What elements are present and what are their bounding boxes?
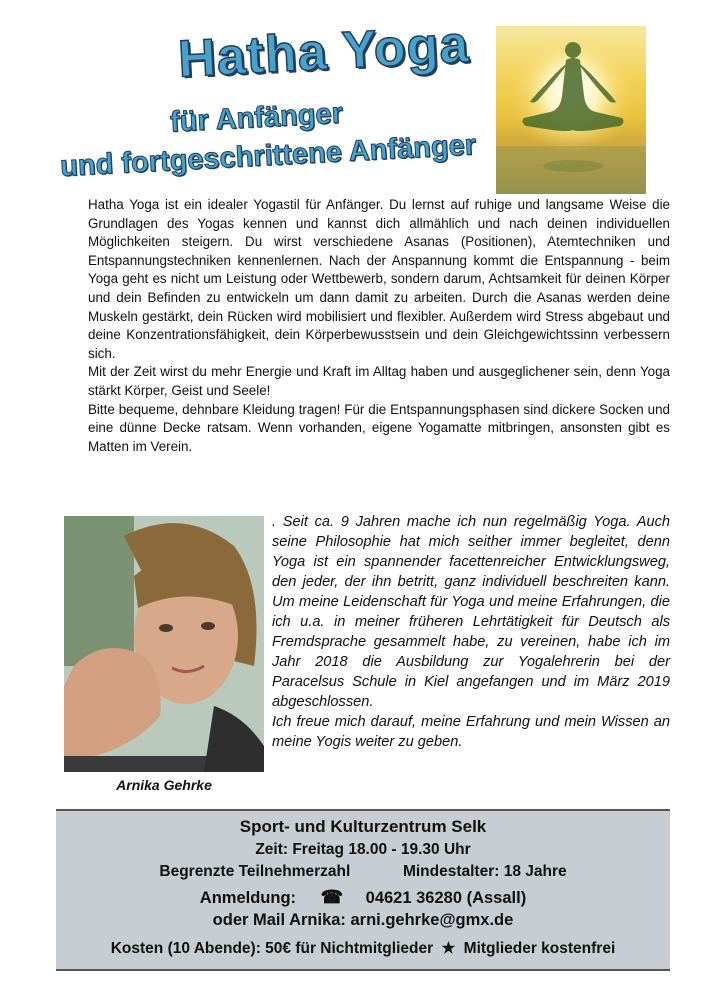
instructor-caption: Arnika Gehrke [116,777,212,793]
registration-row [56,887,670,908]
course-time: Zeit: Freitag 18.00 - 19.30 Uhr [255,841,471,858]
instructor-portrait [64,516,264,772]
bio-paragraph-2: Ich freue mich darauf, meine Erfahrung und mein Wissen an meine Yogis weiter zu geben. [272,714,670,750]
limited-participants: Begrenzte Teilnehmerzahl [159,863,351,880]
divider-bottom [56,969,670,971]
yoga-meditation-photo [496,26,646,194]
subtitle-line-1: für Anfänger [169,97,344,139]
portrait-photo-icon [64,516,264,772]
intro-paragraph-1: Hatha Yoga ist ein idealer Yogastil für Anfänger. Du lernst auf ruhige und langsame Weise die Grundlagen des Yogas kennen und kannst dich allmählich und nach deinen individuellen Möglichkeiten steigern. Du wirst verschiedene Asanas (Positionen), Atemtechniken und Entspannungstechniken kennenlernen. Nach der Anspannung kommt die Entspannung - beim Yoga geht es nicht um Leistung oder Wettbewerb, sondern darum, Achtsamkeit für deinen Körper und dein Befinden zu entwickeln um dann damit zu arbeiten. Durch die Asanas werden deine Muskeln gestärkt, dein Rücken wird mobilisiert und flexibler. Außerdem wird Stress abgebaut und deine Konzentrationsfähigkeit, dein Körperbewusstsein und dein Gleichgewichtssinn verbessern sich. [88,197,670,361]
meditation-silhouette-icon [496,26,646,194]
title-block [59,15,500,190]
registration-phone[interactable]: 04621 36280 (Assall) [365,889,527,907]
registration-mail[interactable]: oder Mail Arnika: arni.gehrke@gmx.de [212,911,514,929]
subtitle-line-2: und fortgeschrittene Anfänger [59,129,477,183]
intro-paragraph-3: Bitte bequeme, dehnbare Kleidung tragen! Für die Entspannungsphasen sind dickere Socken und eine dünne Decke ratsam. Wenn vorhanden, eigene Yogamatte mitbringen, ansonsten gibt es Matten im Verein. [88,401,670,454]
registration-label: Anmeldung: [199,889,297,907]
intro-paragraph-2: Mit der Zeit wirst du mehr Energie und Kraft im Alltag haben und ausgeglichener sein, denn Yoga stärkt Körper, Geist und Seele! [88,364,670,398]
page-title: Hatha Yoga [176,15,471,89]
star-icon: ★ [441,940,456,957]
intro-text [88,196,670,456]
minimum-age: Mindestalter: 18 Jahre [402,863,567,880]
cost-nonmembers: Kosten (10 Abende): 50€ für Nichtmitglieder [110,940,434,957]
participants-row [56,863,670,881]
telephone-icon: ☎ [320,887,344,907]
cost-members: Mitglieder kostenfrei [463,940,616,957]
cost-row [56,939,670,958]
info-box [56,811,670,969]
venue: Sport- und Kulturzentrum Selk [239,817,487,836]
instructor-bio [272,512,670,752]
bio-paragraph-1: . Seit ca. 9 Jahren mache ich nun regelmäßig Yoga. Auch seine Philosophie hat mich seither immer begleitet, denn Yoga ist ein spannender facettenreicher Entwicklungsweg, den jeder, der ihn betritt, ganz individuell beschreiten kann. Um meine Leidenschaft für Yoga und meine Erfahrungen, die ich u.a. in meiner früheren Lehrtätigkeit für Deutsch als Fremdsprache gesammelt habe, zu vereinen, habe ich im Jahr 2018 die Ausbildung zur Yogalehrerin bei der Paracelsus Schule in Kiel angefangen und im März 2019 abgeschlossen. [272,514,670,710]
